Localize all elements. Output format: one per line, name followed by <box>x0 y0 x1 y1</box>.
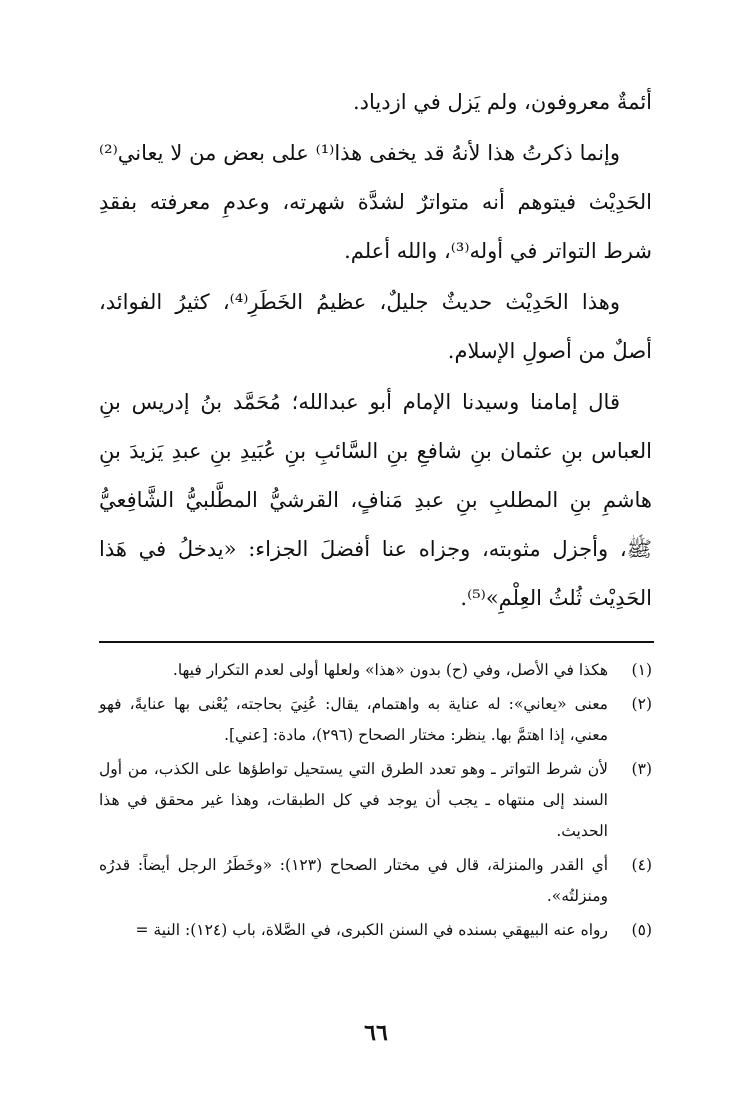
footnote-number: (٣) <box>631 760 652 778</box>
footnote-item <box>99 754 652 847</box>
footnote-number: (٤) <box>631 856 652 874</box>
page-number: ٦٦ <box>364 1020 388 1046</box>
footnote-number: (٥) <box>631 921 652 939</box>
footnote-text: معنى «يعاني»: له عناية به واهتمام، يقال: عُنِيَ بحاجته، يُعْنى بها عنايةً، فهو معني، إذا اهتمَّ بها. ينظر: مختار الصحاح (٢٩٦)، مادة: [عني]. <box>99 695 608 744</box>
footnote-text: هكذا في الأصل، وفي (ح) بدون «هذا» ولعلها أولى لعدم التكرار فيها. <box>172 661 608 679</box>
main-paragraph-3: وهذا الحَدِيْث حديثٌ جليلٌ، عظيمُ الخَطَرِ⁽⁴⁾، كثيرُ الفوائد، أصلٌ من أصولِ الإسلام. <box>99 290 652 363</box>
footnote-item <box>99 689 652 751</box>
footnote-text: أي القدر والمنزلة، قال في مختار الصحاح (١٢٣): «وخَطَرُ الرجل أيضاً: قدرُه ومنزلتُه». <box>99 856 609 905</box>
footnote-item <box>99 915 652 946</box>
footnote-number: (٢) <box>631 695 652 713</box>
main-paragraph-1: أئمةٌ معروفون، ولم يَزل في ازدياد. <box>353 90 652 114</box>
footnote-divider <box>99 641 654 643</box>
footnote-number: (١) <box>631 661 652 679</box>
main-text-body <box>99 78 652 623</box>
footnote-item <box>99 850 652 912</box>
footnote-text: لأن شرط التواتر ـ وهو تعدد الطرق التي يستحيل تواطؤها على الكذب، من أول السند إلى منتهاه ـ يجب أن يوجد في كل الطبقات، وهذا غير محقق في هذا الحديث. <box>99 760 608 840</box>
footnote-item <box>99 655 652 686</box>
footnotes-section <box>99 655 652 949</box>
main-paragraph-4: قال إمامنا وسيدنا الإمام أبو عبدالله؛ مُحَمَّد بنُ إدريس بنِ العباس بنِ عثمان بنِ شافعِ بنِ السَّائبِ بنِ عُبَيدِ بنِ عبدِ يَزيدَ بنِ هاشمِ بنِ المطلبِ بنِ عبدِ مَنافٍ، القرشيُّ المطَّلبيُّ الشَّافِعيُّ ﷺ، وأجزل مثوبته، وجزاه عنا أفضلَ الجزاء: «يدخلُ في هَذا الحَدِيْث ثُلثُ العِلْمِ»⁽⁵⁾. <box>99 390 652 610</box>
footnote-text: رواه عنه البيهقي بسنده في السنن الكبرى، في الصَّلاة، باب (١٢٤): النية = <box>135 921 608 939</box>
main-paragraph-2: وإنما ذكرتُ هذا لأنهُ قد يخفى هذا⁽¹⁾ على بعض من لا يعاني⁽²⁾ الحَدِيْث فيتوهم أنه متواترٌ لشدَّة شهرته، وعدمِ معرفته بفقدِ شرط التواتر في أوله⁽³⁾، والله أعلم. <box>99 141 652 263</box>
